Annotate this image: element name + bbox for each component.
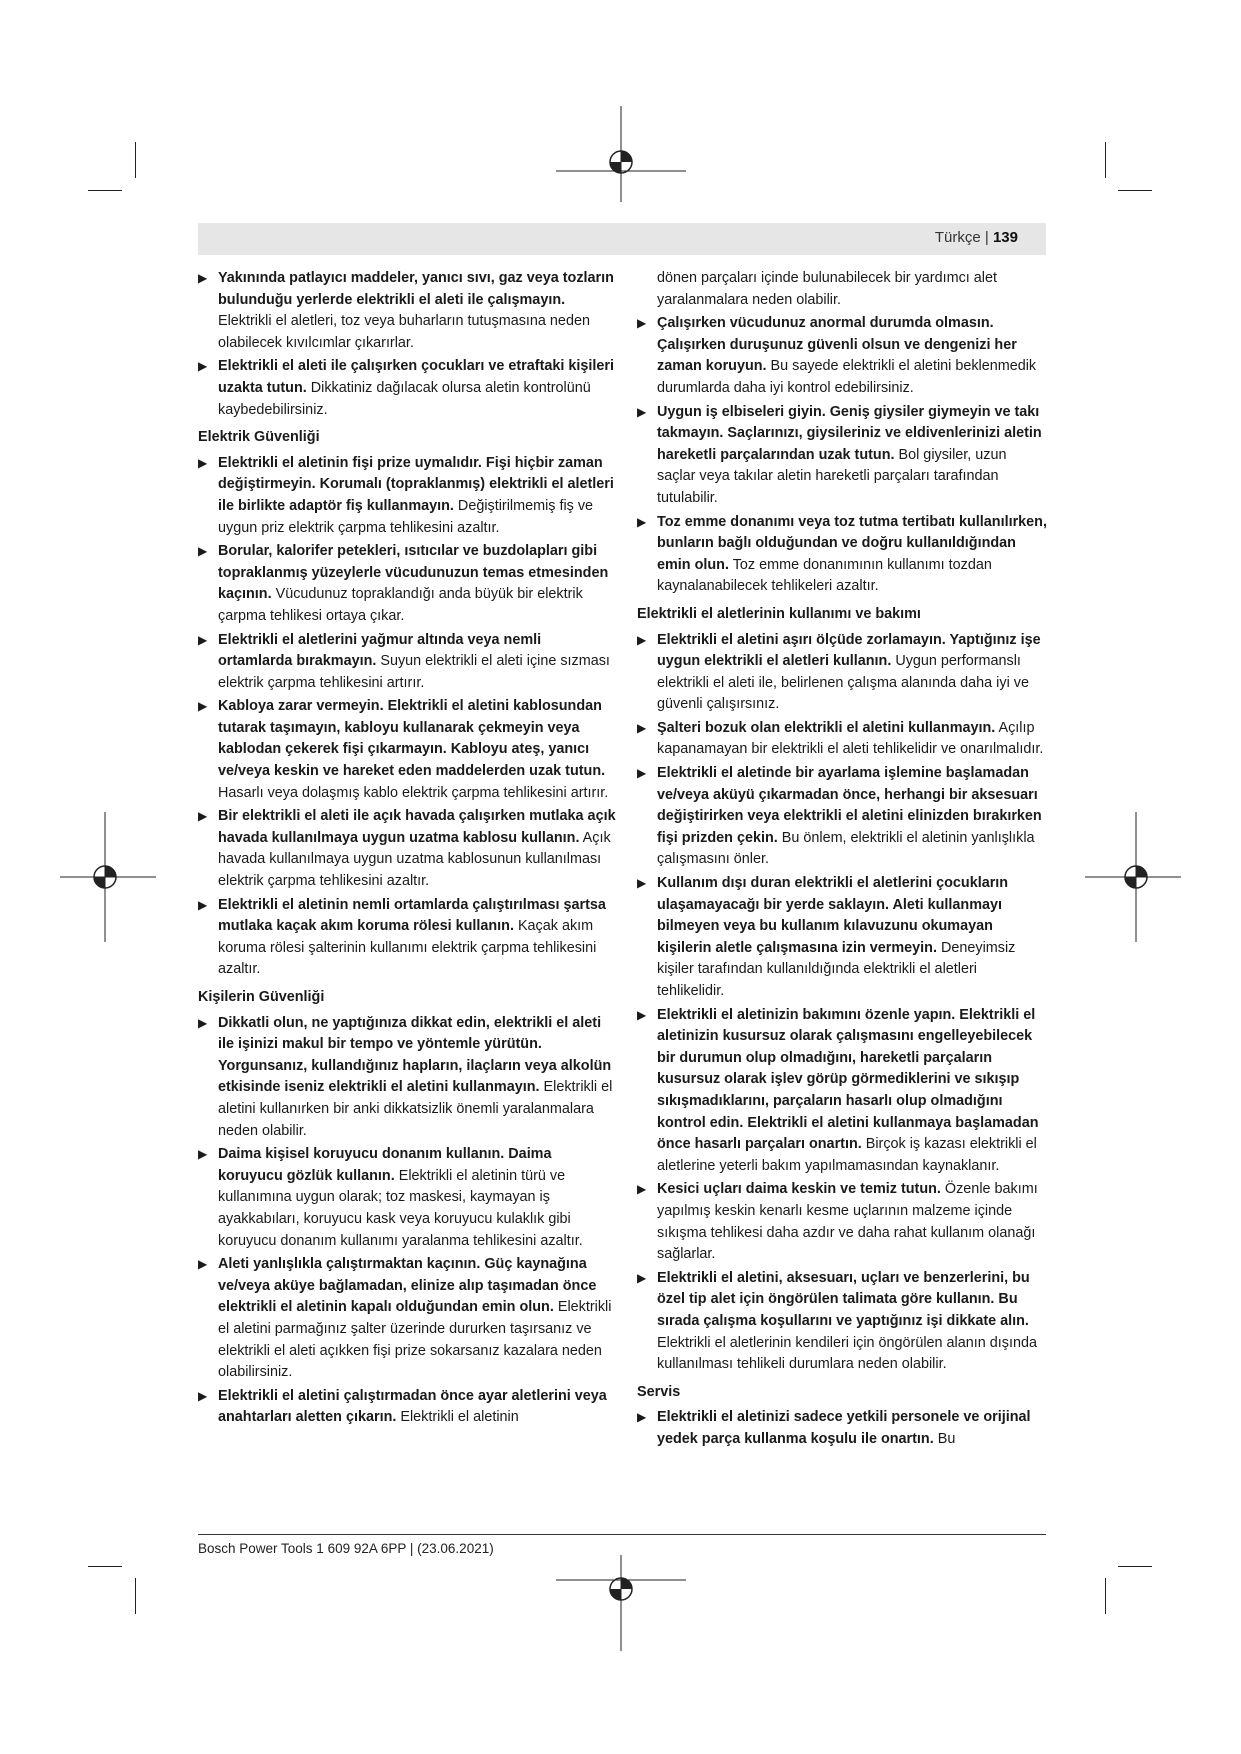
item-instruction: Elektrikli el aletini çalıştırmadan önce ayar aletlerini veya anahtarları aletten çıkarın. — [218, 1387, 607, 1426]
item-instruction: Çalışırken vücudunuz anormal durumda olmasın. Çalışırken duruşunuz güvenli olsun ve dengenizi her zaman koruyun. — [657, 315, 1017, 375]
list-item — [198, 1386, 616, 1429]
item-instruction: Aleti yanlışlıkla çalıştırmaktan kaçının. Güç kaynağına ve/veya aküye bağlamadan, elinize alıp taşımadan önce elektrikli el aletinin kapalı olduğundan emin olun. — [218, 1256, 597, 1316]
registration-mark-icon — [556, 1555, 686, 1651]
item-instruction: Bir elektrikli el aleti ile açık havada çalışırken mutlaka açık havada kullanılmaya uygun uzatma kablosu kullanın. — [218, 808, 616, 846]
item-explanation: Bol giysiler, uzun saçlar veya takılar aletin hareketli parçaları tarafından tutulabilir. — [657, 446, 1007, 506]
triangle-right-icon: ▶ — [198, 699, 208, 714]
item-explanation: Bu önlem, elektrikli el aletinin yanlışlıkla çalışmasını önler. — [657, 829, 1035, 868]
item-explanation: Uygun performanslı elektrikli el aleti ile, belirlenen çalışma alanında daha iyi ve güvenli çalışırsınız. — [657, 653, 1029, 713]
triangle-right-icon: ▶ — [198, 359, 208, 374]
item-instruction: Daima kişisel koruyucu donanım kullanın. Daima koruyucu gözlük kullanın. — [218, 1146, 552, 1184]
list-item — [637, 402, 1047, 510]
triangle-right-icon: ▶ — [198, 544, 208, 559]
triangle-right-icon: ▶ — [637, 514, 647, 529]
item-explanation: Elektrikli el aletini kullanırken bir anki dikkatsizlik önemli yaralanmalara neden olabilir. — [218, 1079, 613, 1139]
item-instruction: Elektrikli el aletini, aksesuarı, uçları ve benzerlerini, bu özel tip alet için öngörülen talimata göre kullanın. Bu sırada çalışma koşullarını ve yaptığınız işi dikkate alın. — [657, 1269, 1030, 1329]
item-instruction: Elektrikli el aletlerini yağmur altında veya nemli ortamlarda bırakmayın. — [218, 631, 542, 670]
triangle-right-icon: ▶ — [198, 809, 208, 824]
list-item — [198, 356, 616, 421]
triangle-right-icon: ▶ — [637, 632, 647, 647]
item-instruction: Borular, kalorifer petekleri, ısıtıcılar ve buzdolapları gibi topraklanmış yüzeylerle vücudunuzun temas etmesinden kaçının. — [218, 543, 609, 603]
section-title: Servis — [637, 1383, 681, 1400]
triangle-right-icon: ▶ — [198, 1147, 208, 1162]
item-explanation: Elektrikli el aletinin türü ve kullanımına uygun olarak; toz maskesi, kaymayan iş ayakkabıları, koruyucu kask veya koruyucu kulaklık gibi koruyucu donanım kullanımı yaralanma tehlikesini azaltır. — [218, 1167, 583, 1249]
triangle-right-icon: ▶ — [637, 1007, 647, 1022]
item-explanation: Deneyimsiz kişiler tarafından kullanıldığında elektrikli el aletleri tehlikelidir. — [657, 939, 1016, 999]
list-item — [198, 696, 616, 804]
list-item — [637, 1179, 1047, 1265]
header-label — [935, 229, 1018, 246]
triangle-right-icon: ▶ — [637, 720, 647, 735]
list-item — [198, 1013, 616, 1143]
item-explanation: Açık havada kullanılmaya uygun uzatma kablosunun kullanılması elektrik çarpma tehlikesini azaltır. — [218, 829, 611, 890]
item-instruction: Elektrikli el aletinin nemli ortamlarda çalıştırılması şartsa mutlaka kaçak akım koruma rölesi kullanın. — [218, 896, 606, 935]
item-instruction: Uygun iş elbiseleri giyin. Geniş giysiler giymeyin ve takı takmayın. Saçlarınızı, giysileriniz ve eldivenlerinizi aletin hareketli parçalarından uzak tutun. — [657, 403, 1042, 463]
item-explanation: Bu — [933, 1430, 956, 1447]
item-instruction: Elektrikli el aletinizin bakımını özenle yapın. Elektrikli el aletinizin kusursuz olarak çalışmasını engelleyebilecek bir durumun olup olmadığını, hareketli parçaların kusursuz olarak işlev görüp görmediklerini ve sıkışıp sıkışmadıklarını, parçaların hasarlı olup olmadığını kontrol edin. Elektrikli el aletini kullanmaya başlamadan önce hasarlı parçaları onartın. — [657, 1006, 1039, 1153]
page-number: 139 — [992, 229, 1018, 246]
list-item — [637, 268, 1047, 311]
item-explanation: Elektrikli el aletleri, toz veya buharların tutuşmasına neden olabilecek kıvılcımlar çıkarırlar. — [218, 313, 590, 351]
item-instruction: Elektrikli el aletinde bir ayarlama işlemine başlamadan ve/veya aküyü çıkarmadan önce, herhangi bir aksesuarı değiştirirken veya elektrikli el aletini elinizden bırakırken fişi prizden çekin. — [657, 765, 1042, 846]
crop-mark — [1118, 190, 1152, 191]
item-instruction: Elektrikli el aletinizi sadece yetkili personele ve orijinal yedek parça kullanma koşulu ile onartın. — [657, 1409, 1031, 1447]
item-instruction: Toz emme donanımı veya toz tutma tertibatı kullanılırken, bunların bağlı olduğundan ve doğru kullanıldığından emin olun. — [657, 513, 1047, 573]
item-instruction: Elektrikli el aleti ile çalışırken çocukları ve etraftaki kişileri uzakta tutun. — [218, 358, 614, 396]
triangle-right-icon: ▶ — [637, 766, 647, 781]
triangle-right-icon: ▶ — [637, 1410, 647, 1425]
item-explanation: Birçok iş kazası elektrikli el aletlerine yeterli bakım yapılmamasından kaynaklanır. — [657, 1136, 1037, 1174]
list-item — [637, 873, 1047, 1003]
crop-mark — [1118, 1566, 1152, 1567]
triangle-right-icon: ▶ — [198, 897, 208, 912]
list-item — [198, 541, 616, 627]
crop-mark — [1105, 1578, 1106, 1614]
item-explanation: Elektrikli el aletlerinin kendileri için öngörülen alanın dışında kullanılması tehlikeli durumlara neden olabilir. — [657, 1334, 1037, 1373]
item-explanation: Suyun elektrikli el aleti içine sızması elektrik çarpma tehlikesini artırır. — [218, 653, 610, 691]
list-item — [637, 763, 1047, 871]
item-instruction: Kullanım dışı duran elektrikli el aletlerini çocukların ulaşamayacağı bir yerde saklayın. Aleti kullanmayı bilmeyen veya bu kullanım kılavuzunu okumayan kişilerin aletle çalışmasına izin vermeyin. — [657, 875, 1009, 956]
list-item — [637, 630, 1047, 716]
list-item — [637, 1005, 1047, 1178]
list-item — [198, 1254, 616, 1384]
list-item — [637, 313, 1047, 399]
registration-mark-icon — [60, 812, 156, 942]
list-item — [198, 453, 616, 539]
footer-text: Bosch Power Tools 1 609 92A 6PP | (23.06.2021) — [198, 1541, 494, 1556]
header-separator: | — [980, 229, 993, 246]
triangle-right-icon: ▶ — [637, 876, 647, 891]
section-title: Elektrikli el aletlerinin kullanımı ve bakımı — [637, 605, 921, 622]
registration-mark-icon — [1085, 812, 1181, 942]
list-item — [198, 895, 616, 981]
crop-mark — [135, 1578, 136, 1614]
item-explanation: Elektrikli el aletinin — [396, 1409, 519, 1426]
item-instruction: Elektrikli el aletinin fişi prize uymalıdır. Fişi hiçbir zaman değiştirmeyin. Korumalı (topraklanmış) elektrikli el aletleri ile birlikte adaptör fiş kullanmayın. — [218, 454, 614, 514]
triangle-right-icon: ▶ — [198, 632, 208, 647]
list-item — [198, 630, 616, 695]
item-instruction: Elektrikli el aletini aşırı ölçüde zorlamayın. Yaptığınız işe uygun elektrikli el aletleri kullanın. — [657, 631, 1041, 670]
header-section: Türkçe — [934, 229, 981, 246]
list-item — [637, 1407, 1047, 1450]
triangle-right-icon: ▶ — [637, 1270, 647, 1285]
list-item — [198, 268, 616, 354]
triangle-right-icon: ▶ — [198, 1388, 208, 1403]
crop-mark — [135, 142, 136, 178]
registration-mark-icon — [556, 106, 686, 202]
item-instruction: Dikkatli olun, ne yaptığınıza dikkat edin, elektrikli el aleti ile işinizi makul bir tempo ve yöntemle yürütün. Yorgunsanız, kullandığınız hapların, ilaçların veya alkolün etkisinde iseniz elektrikli el aletini kullanmayın. — [218, 1014, 612, 1096]
list-item — [637, 718, 1047, 761]
item-instruction: Yakınında patlayıcı maddeler, yanıcı sıvı, gaz veya tozların bulunduğu yerlerde elektrikli el aleti ile çalışmayın. — [218, 270, 614, 308]
item-instruction: Kesici uçları daima keskin ve temiz tutun. — [657, 1181, 941, 1198]
list-item — [637, 512, 1047, 598]
list-item — [637, 1268, 1047, 1376]
section-title: Kişilerin Güvenliği — [198, 989, 325, 1005]
footer-rule — [198, 1534, 1046, 1535]
page-header — [198, 223, 1046, 255]
triangle-right-icon: ▶ — [637, 1182, 647, 1197]
triangle-right-icon: ▶ — [198, 1015, 208, 1030]
list-item — [198, 806, 616, 892]
triangle-right-icon: ▶ — [637, 316, 647, 331]
triangle-right-icon: ▶ — [198, 271, 208, 285]
item-explanation: Vücudunuz topraklandığı anda büyük bir elektrik çarpma tehlikesi ortaya çıkar. — [218, 586, 583, 624]
item-explanation: Kaçak akım koruma rölesi şalterinin kullanımı elektrik çarpma tehlikesini azaltır. — [218, 918, 597, 978]
item-explanation: Değiştirilmemiş fiş ve uygun priz elektrik çarpma tehlikesini azaltır. — [218, 497, 594, 536]
crop-mark — [1105, 142, 1106, 178]
triangle-right-icon: ▶ — [198, 455, 208, 470]
item-explanation: Hasarlı veya dolaşmış kablo elektrik çarpma tehlikesini artırır. — [218, 784, 609, 801]
section-title: Elektrik Güvenliği — [198, 429, 320, 446]
triangle-right-icon: ▶ — [198, 1257, 208, 1272]
right-column — [637, 268, 1047, 1452]
item-explanation: Bu sayede elektrikli el aletini beklenmedik durumlarda daha iyi kontrol edebilirsiniz. — [657, 358, 1037, 396]
item-explanation: Dikkatiniz dağılacak olursa aletin kontrolünü kaybedebilirsiniz. — [218, 379, 591, 418]
item-explanation: Açılıp kapanamayan bir elektrikli el aleti tehlikelidir ve onarılmalıdır. — [657, 719, 1044, 758]
crop-mark — [88, 190, 122, 191]
crop-mark — [88, 1566, 122, 1567]
left-column — [198, 268, 616, 1431]
item-instruction: Şalteri bozuk olan elektrikli el aletini kullanmayın. — [657, 719, 996, 736]
item-explanation: dönen parçaları içinde bulunabilecek bir yardımcı alet yaralanmalara neden olabilir. — [657, 270, 997, 308]
triangle-right-icon: ▶ — [637, 404, 647, 419]
item-explanation: Toz emme donanımının kullanımı tozdan kaynalanabilecek tehlikeleri azaltır. — [657, 556, 992, 595]
list-item — [198, 1144, 616, 1252]
item-explanation: Özenle bakımı yapılmış keskin kenarlı kesme uçlarının malzeme içinde sıkışma tehlikesi daha azdır ve daha rahat kullanım olanağı sağlarlar. — [657, 1181, 1038, 1263]
item-instruction: Kabloya zarar vermeyin. Elektrikli el aletini kablosundan tutarak taşımayın, kabloyu kullanarak çekmeyin veya kablodan çekerek fişi çıkarmayın. Kabloyu ateş, yanıcı ve/veya keskin ve hareket eden maddelerden uzak tutun. — [218, 698, 606, 780]
item-explanation: Elektrikli el aletini parmağınız şalter üzerinde dururken taşırsanız ve elektrikli el aleti açıkken fişi prize sokarsanız kazalara neden olabilirsiniz. — [218, 1299, 612, 1381]
